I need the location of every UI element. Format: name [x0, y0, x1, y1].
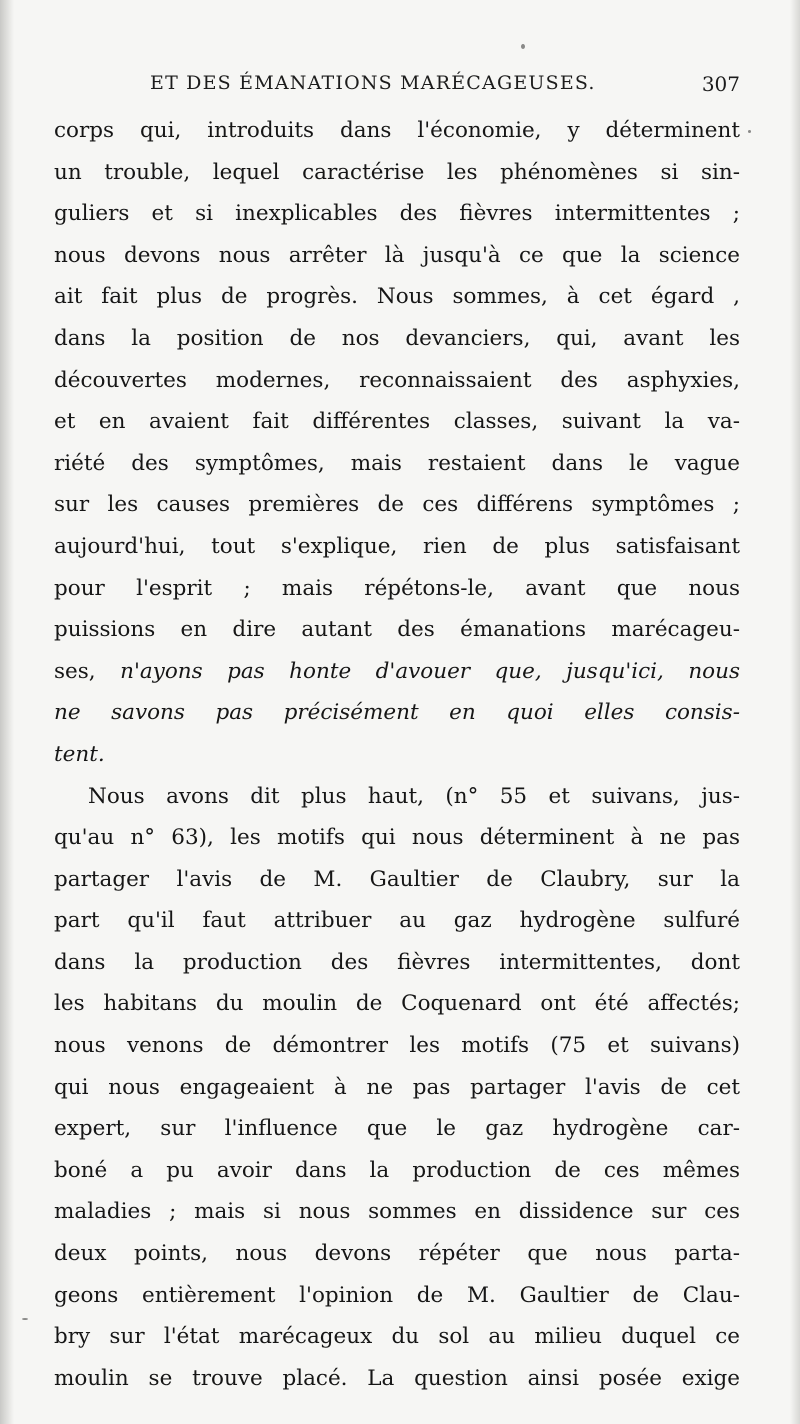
text-line: expert, sur l'influence que le gaz hydrogène car- [54, 1116, 740, 1142]
text-line: riété des symptômes, mais restaient dans le vague [54, 450, 740, 476]
page-number: 307 [701, 72, 740, 96]
running-title: ET DES ÉMANATIONS MARÉCAGEUSES. [150, 72, 596, 94]
text-line: tent. [54, 741, 105, 767]
text-line: aujourd'hui, tout s'explique, rien de plus satisfaisant [54, 533, 740, 559]
text-line: qui nous engageaient à ne pas partager l'avis de cet [54, 1074, 740, 1100]
text-line: moulin se trouve placé. La question ainsi posée exige [54, 1365, 740, 1391]
text-line: corps qui, introduits dans l'économie, y déterminent [54, 118, 740, 143]
text-line: ses, n'ayons pas honte d'avouer que, jusqu'ici, nous [54, 658, 740, 684]
page-header [150, 72, 740, 106]
paper-speck [748, 130, 751, 133]
text-line: guliers et si inexplicables des fièvres intermittentes ; [54, 201, 740, 227]
text-line: part qu'il faut attribuer au gaz hydrogène sulfuré [54, 908, 740, 934]
paragraph-start-line: Nous avons dit plus haut, (n° 55 et suivans, jus- [88, 783, 740, 809]
paper-speck [22, 1318, 28, 1320]
text-line: ait fait plus de progrès. Nous sommes, à cet égard , [54, 284, 740, 310]
text-line: dans la position de nos devanciers, qui, avant les [54, 325, 740, 351]
text-line: un trouble, lequel caractérise les phénomènes si sin- [54, 159, 740, 185]
text-line: bry sur l'état marécageux du sol au milieu duquel ce [54, 1324, 740, 1350]
text-line: qu'au n° 63), les motifs qui nous déterminent à ne pas [54, 825, 740, 851]
text-line: boné a pu avoir dans la production de ces mêmes [54, 1157, 740, 1183]
text-line: nous venons de démontrer les motifs (75 et suivans) [54, 1033, 740, 1059]
text-line: les habitans du moulin de Coquenard ont été affectés; [54, 991, 740, 1017]
italic-text: n'ayons pas honte d'avouer que, jusqu'ici, nous [120, 658, 740, 684]
text-line: deux points, nous devons répéter que nous parta- [54, 1241, 740, 1267]
text-line: puissions en dire autant des émanations marécageu- [54, 617, 740, 643]
text-line: et en avaient fait différentes classes, suivant la va- [54, 409, 740, 435]
text-line: nous devons nous arrêter là jusqu'à ce que la science [54, 242, 740, 268]
text-line: pour l'esprit ; mais répétons-le, avant que nous [54, 575, 740, 601]
text-line: maladies ; mais si nous sommes en dissidence sur ces [54, 1199, 740, 1225]
text-line: sur les causes premières de ces différens symptômes ; [54, 492, 740, 518]
text-line: ne savons pas précisément en quoi elles consis- [54, 700, 740, 726]
text-line: découvertes modernes, reconnaissaient des asphyxies, [54, 367, 740, 393]
text-line: dans la production des fièvres intermittentes, dont [54, 949, 740, 975]
text-line: geons entièrement l'opinion de M. Gaultier de Clau- [54, 1282, 740, 1308]
text-line: partager l'avis de M. Gaultier de Claubry, sur la [54, 866, 740, 892]
body-text [54, 110, 740, 1399]
paper-speck [521, 44, 525, 49]
